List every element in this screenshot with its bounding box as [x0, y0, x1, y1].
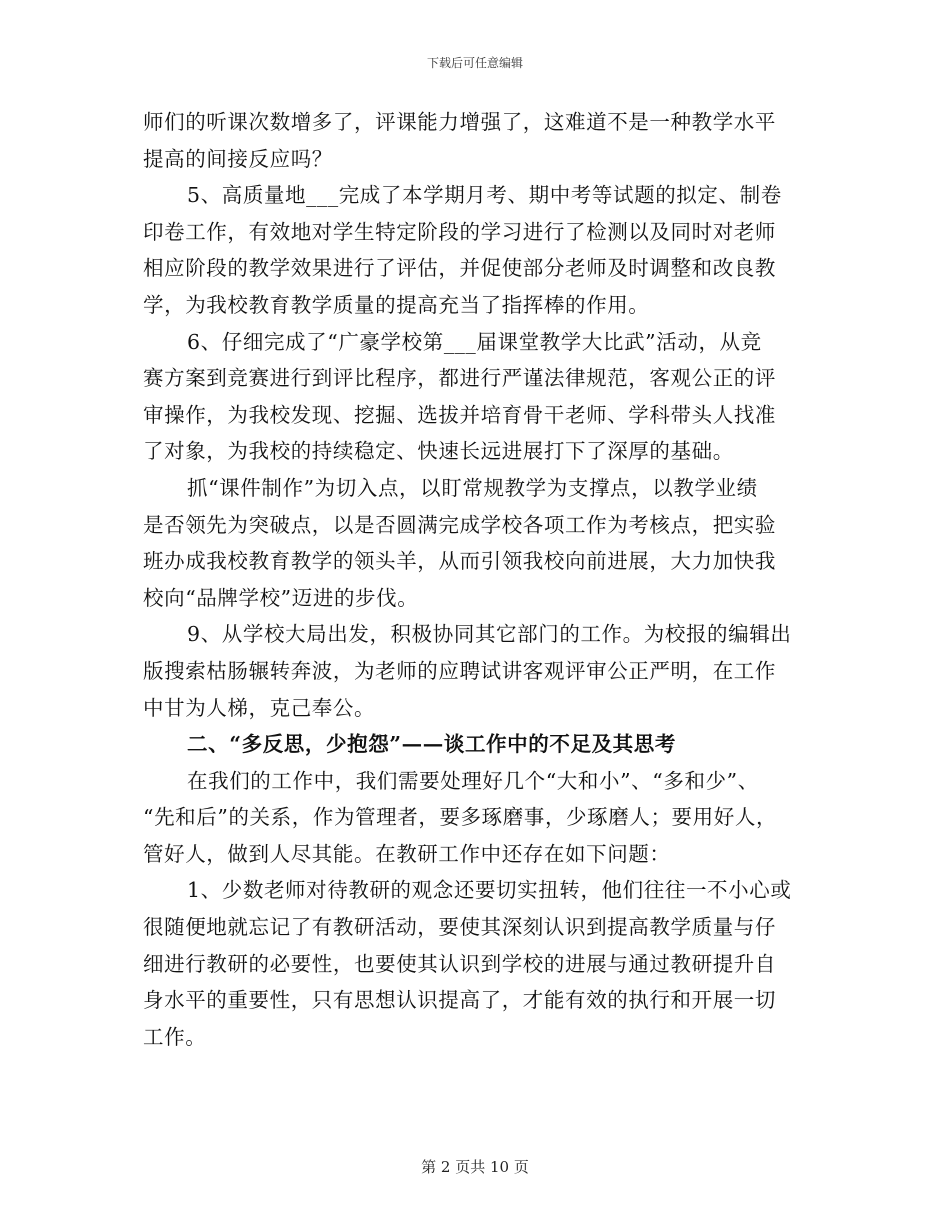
paragraph-start-line: 1、少数老师对待教研的观念还要切实扭转，他们往往一不小心或	[187, 878, 792, 903]
text-line: 了对象，为我校的持续稳定、快速长远进展打下了深厚的基础。	[143, 439, 734, 464]
text-line: 中甘为人梯，克己奉公。	[143, 695, 376, 720]
paragraph-start-line: 5、高质量地___完成了本学期月考、期中考等试题的拟定、制卷	[187, 183, 782, 208]
document-body	[143, 104, 808, 1055]
paragraph-start-line: 抓“课件制作”为切入点，以盯常规教学为支撑点，以教学业绩	[187, 475, 758, 500]
text-line: 是否领先为突破点，以是否圆满完成学校各项工作为考核点，把实验	[143, 512, 776, 537]
paragraph-start-line: 6、仔细完成了“广豪学校第___届课堂教学大比武”活动，从竞	[187, 329, 762, 354]
text-line: 版搜索枯肠辗转奔波，为老师的应聘试讲客观评审公正严明，在工作	[143, 658, 776, 683]
paragraph-start-line: 9、从学校大局出发，积极协同其它部门的工作。为校报的编辑出	[187, 622, 792, 647]
text-line: “先和后”的关系，作为管理者，要多琢磨事，少琢磨人；要用好人，	[143, 805, 778, 830]
text-line: 学，为我校教育教学质量的提高充当了指挥棒的作用。	[143, 292, 650, 317]
text-line: 审操作，为我校发现、挖掘、选拔并培育骨干老师、学科带头人找准	[143, 402, 776, 427]
text-line: 工作。	[143, 1024, 207, 1049]
text-line: 师们的听课次数增多了，评课能力增强了，这难道不是一种教学水平	[143, 110, 776, 134]
page-header: 下载后可任意编辑	[426, 56, 523, 70]
paragraph-start-line: 在我们的工作中，我们需要处理好几个“大和小”、“多和少”、	[187, 768, 759, 793]
text-line: 提高的间接反应吗？	[143, 146, 333, 171]
text-line: 细进行教研的必要性，也要使其认识到学校的进展与通过教研提升自	[143, 951, 776, 976]
text-line: 身水平的重要性，只有思想认识提高了，才能有效的执行和开展一切	[143, 988, 776, 1013]
text-line: 班办成我校教育教学的领头羊，从而引领我校向前进展，大力加快我	[143, 549, 776, 574]
text-line: 管好人，做到人尽其能。在教研工作中还存在如下问题：	[143, 841, 671, 866]
page-number-footer: 第 2 页共 10 页	[421, 1158, 529, 1176]
text-line: 相应阶段的教学效果进行了评估，并促使部分老师及时调整和改良教	[143, 256, 776, 281]
text-line: 很随便地就忘记了有教研活动，要使其深刻认识到提高教学质量与仔	[143, 915, 776, 940]
section-heading: 二、“多反思，少抱怨”——谈工作中的不足及其思考	[187, 732, 676, 757]
text-line: 印卷工作，有效地对学生特定阶段的学习进行了检测以及同时对老师	[143, 219, 776, 244]
text-line: 校向“品牌学校”迈进的步伐。	[143, 585, 419, 610]
text-line: 赛方案到竞赛进行到评比程序，都进行严谨法律规范，客观公正的评	[143, 366, 776, 391]
